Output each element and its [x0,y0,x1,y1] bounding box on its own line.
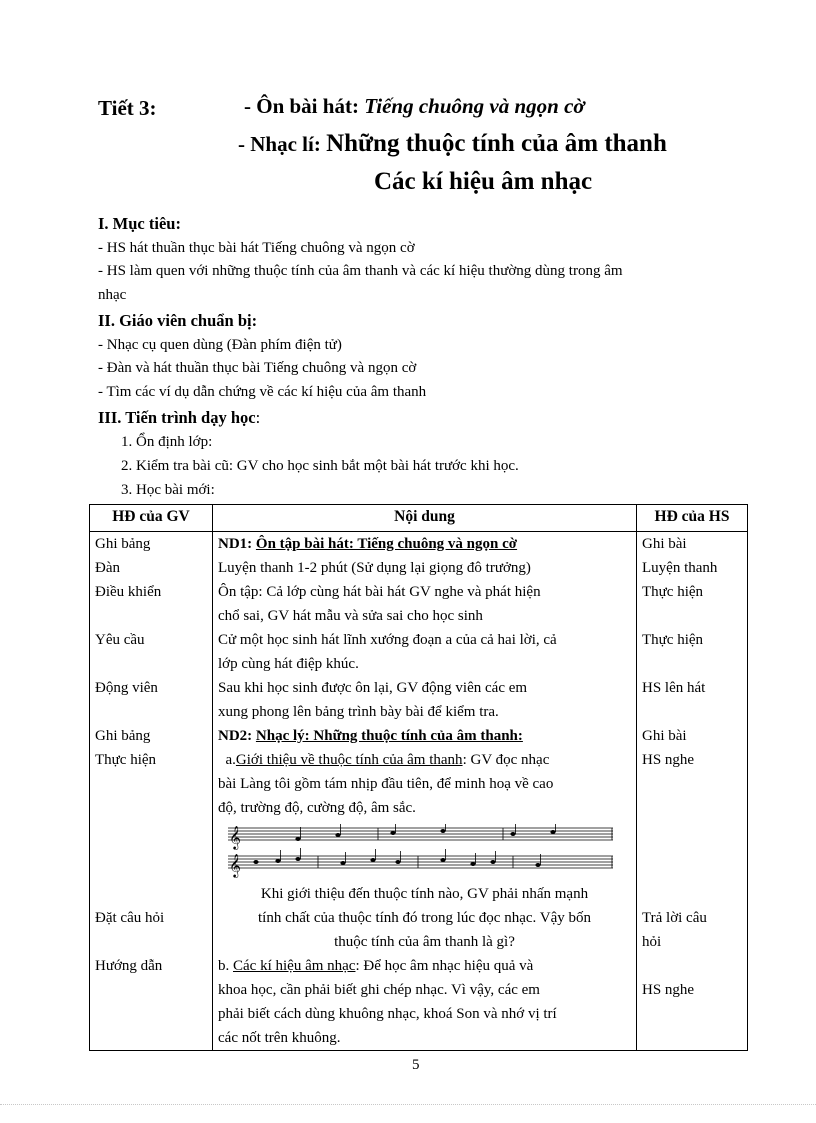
section-objectives-title: I. Mục tiêu: [98,214,181,233]
theory-prefix: - Nhạc lí: [238,132,321,156]
preparation-line: - Tìm các ví dụ dẫn chứng về các kí hiệu của âm thanh [98,384,427,400]
procedure-step: 1. Ổn định lớp: [121,434,213,450]
content-line: Luyện thanh 1-2 phút (Sử dụng lại giọng đô trưởng) [218,560,531,576]
nd1-title: Ôn tập bài hát: Tiếng chuông và ngọn cờ [255,536,518,552]
content-line: thuộc tính của âm thanh là gì? [334,934,515,950]
objective-line: - HS làm quen với những thuộc tính của âm thanh và các kí hiệu thường dùng trong âm [98,263,623,279]
gv-item: Hướng dẫn [95,958,163,974]
preparation-line: - Nhạc cụ quen dùng (Đàn phím điện tử) [98,337,342,353]
gv-item: Yêu cầu [95,632,145,648]
a-prefix: a. [225,752,236,768]
teacher-activities [90,532,213,1051]
music-staff-example [218,824,631,880]
section-procedure-title [98,408,260,428]
a-rest: : GV đọc nhạc [462,752,550,768]
lesson-number: Tiết 3: [98,96,157,120]
hs-item: Trả lời câu [642,910,707,926]
hs-item: Thực hiện [642,632,704,648]
gv-item: Ghi bảng [95,536,151,552]
nd1-label: ND1 [218,536,248,552]
content-line: chổ sai, GV hát mẫu và sửa sai cho học sinh [218,608,483,624]
content-column [213,532,637,1051]
content-line: khoa học, cần phải biết ghi chép nhạc. Vì vậy, các em [218,982,540,998]
treble-clef-icon: 𝄞 [229,825,241,849]
header-theory [238,130,667,158]
content-line: lớp cùng hát điệp khúc. [218,656,359,672]
header-review-song [244,94,585,119]
hs-item: HS nghe [642,982,695,998]
section-preparation-title: II. Giáo viên chuẩn bị: [98,311,258,330]
procedure-title-text: III. Tiến trình dạy học [98,408,256,427]
content-line: Cử một học sinh hát lĩnh xướng đoạn a của cả hai lời, cả [218,632,557,648]
procedure-colon: : [255,408,261,427]
content-line: độ, trường độ, cường độ, âm sắc. [218,800,416,816]
gv-item: Ghi bảng [95,728,151,744]
objective-line: - HS hát thuần thục bài hát Tiếng chuông và ngọn cờ [98,240,415,256]
preparation-line: - Đàn và hát thuần thục bài Tiếng chuông và ngọn cờ [98,360,417,376]
content-line: phải biết cách dùng khuông nhạc, khoá Son và nhớ vị trí [218,1006,557,1022]
review-prefix: - Ôn bài hát: [244,94,359,118]
content-line: Khi giới thiệu đến thuộc tính nào, GV phải nhấn mạnh [260,886,589,902]
nd2-title: Nhạc lý: Những thuộc tính của âm thanh: [255,728,523,744]
hs-item: Thực hiện [642,584,704,600]
gv-item: Đàn [95,560,120,576]
b-prefix: b. [218,958,230,974]
header-student: HĐ của HS [637,505,748,532]
b-rest: : Để học âm nhạc hiệu quả và [355,958,534,974]
hs-item: HS nghe [642,752,695,768]
nd2-label: ND2 [218,728,248,744]
nd2-heading: ND2: Nhạc lý: Những thuộc tính của âm thanh: [218,728,523,744]
content-line: Sau khi học sinh được ôn lại, GV động viên các em [218,680,528,696]
procedure-step: 3. Học bài mới: [121,482,215,498]
gv-item: Động viên [95,680,158,696]
content-line: các nốt trên khuông. [218,1030,341,1046]
table-row [90,532,748,1051]
hs-item: Ghi bài [642,536,687,552]
procedure-step: 2. Kiểm tra bài cũ: GV cho học sinh bắt một bài hát trước khi học. [121,458,519,474]
gv-item: Đặt câu hỏi [95,910,165,926]
a-title: Giới thiệu về thuộc tính của âm thanh [235,752,463,768]
student-activities [637,532,748,1051]
page-number: 5 [412,1057,420,1073]
hs-item: Luyện thanh [642,560,718,576]
content-line: bài Làng tôi gồm tám nhịp đầu tiên, để minh hoạ về cao [218,776,554,792]
music-staff-svg [218,824,618,880]
hs-item: hỏi [642,934,662,950]
gv-item: Thực hiện [95,752,157,768]
lesson-table [89,504,748,1051]
theory-title: Những thuộc tính của âm thanh [326,130,667,157]
content-line: tính chất của thuộc tính đó trong lúc đọc nhạc. Vậy bốn [258,910,591,926]
symbols-title: Các kí hiệu âm nhạc [374,168,593,195]
nd1-heading: ND1: Ôn tập bài hát: Tiếng chuông và ngọn cờ [218,536,518,552]
table-header-row [90,505,748,532]
page-bottom-divider [0,1104,816,1105]
treble-clef-icon: 𝄞 [229,853,241,877]
content-line [218,748,631,772]
hs-item: Ghi bài [642,728,687,744]
content-line [218,954,631,978]
gv-item: Điều khiển [95,584,162,600]
objective-line: nhạc [98,287,127,303]
content-line: xung phong lên bảng trình bày bài để kiểm tra. [218,704,499,720]
b-title: Các kí hiệu âm nhạc [233,958,356,974]
header-teacher: HĐ của GV [90,505,213,532]
song-title: Tiếng chuông và ngọn cờ [364,94,585,118]
content-line: Ôn tập: Cả lớp cùng hát bài hát GV nghe và phát hiện [218,584,541,600]
header-content: Nội dung [213,505,637,532]
hs-item: HS lên hát [642,680,706,696]
